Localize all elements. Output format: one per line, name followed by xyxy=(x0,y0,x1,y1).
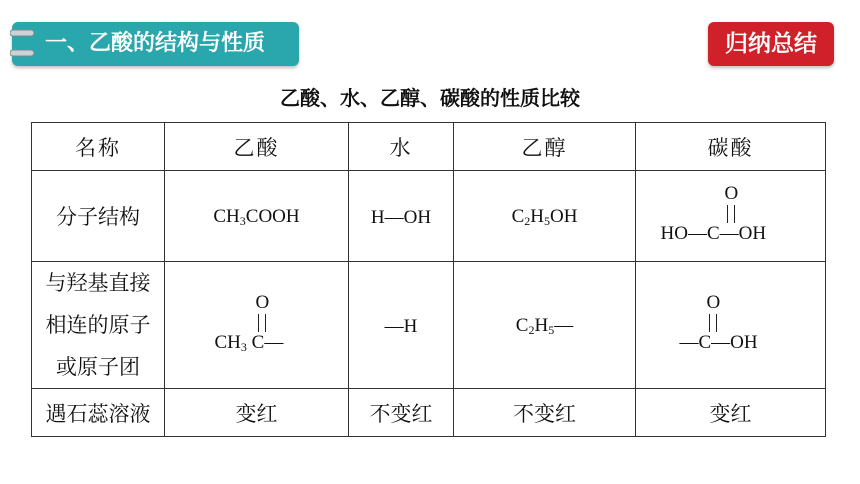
table-title: 乙酸、水、乙醇、碳酸的性质比较 xyxy=(280,86,580,110)
cell-ethanol-group xyxy=(454,262,636,389)
ethyl-group: $C_2H_5—$ xyxy=(515,315,574,337)
binder-ring-icon xyxy=(10,28,36,38)
cell-ethanol-structure xyxy=(454,171,636,262)
cell-water-structure xyxy=(349,171,454,262)
cell-acetic-litmus: 变红 xyxy=(165,389,349,437)
water-formula: H—OH xyxy=(370,206,432,228)
cell-water-litmus: 不变红 xyxy=(349,389,454,437)
cell-ethanol-litmus: 不变红 xyxy=(454,389,636,437)
row-label: 分子结构 xyxy=(32,171,165,262)
ethanol-formula: $C_2H_5OH$ xyxy=(511,206,578,228)
header-name: 名称 xyxy=(32,123,165,171)
cell-acetic-group xyxy=(165,262,349,389)
summary-badge: 归纳总结 xyxy=(708,22,834,66)
table-header-row xyxy=(32,123,826,171)
acetyl-structural-formula: O $CH_3$ C— xyxy=(214,291,284,354)
carbonic-structural-formula: O HO—C—OH xyxy=(660,182,767,244)
binder-ring-icon xyxy=(10,48,36,58)
cell-water-group xyxy=(349,262,454,389)
section-title: 一、乙酸的结构与性质 xyxy=(45,31,266,56)
cell-acetic-structure xyxy=(165,171,349,262)
table-row-molecular-structure xyxy=(32,171,826,262)
carboxyl-fragment-structural-formula: O —C—OH xyxy=(679,291,758,353)
section-title-tab xyxy=(12,22,299,66)
table-row-group-attached-to-hydroxyl xyxy=(32,262,826,389)
header-acetic-acid: 乙酸 xyxy=(165,123,349,171)
header-water: 水 xyxy=(349,123,454,171)
water-group: —H xyxy=(384,315,418,337)
comparison-table xyxy=(31,122,826,437)
acetic-formula: $CH_3COOH$ xyxy=(213,206,300,228)
row-label: 与羟基直接 相连的原子 或原子团 xyxy=(32,262,165,389)
cell-carbonic-group xyxy=(636,262,826,389)
header-carbonic-acid: 碳酸 xyxy=(636,123,826,171)
table-row-litmus-test xyxy=(32,389,826,437)
row-label: 遇石蕊溶液 xyxy=(32,389,165,437)
cell-carbonic-structure xyxy=(636,171,826,262)
header-ethanol: 乙醇 xyxy=(454,123,636,171)
cell-carbonic-litmus: 变红 xyxy=(636,389,826,437)
